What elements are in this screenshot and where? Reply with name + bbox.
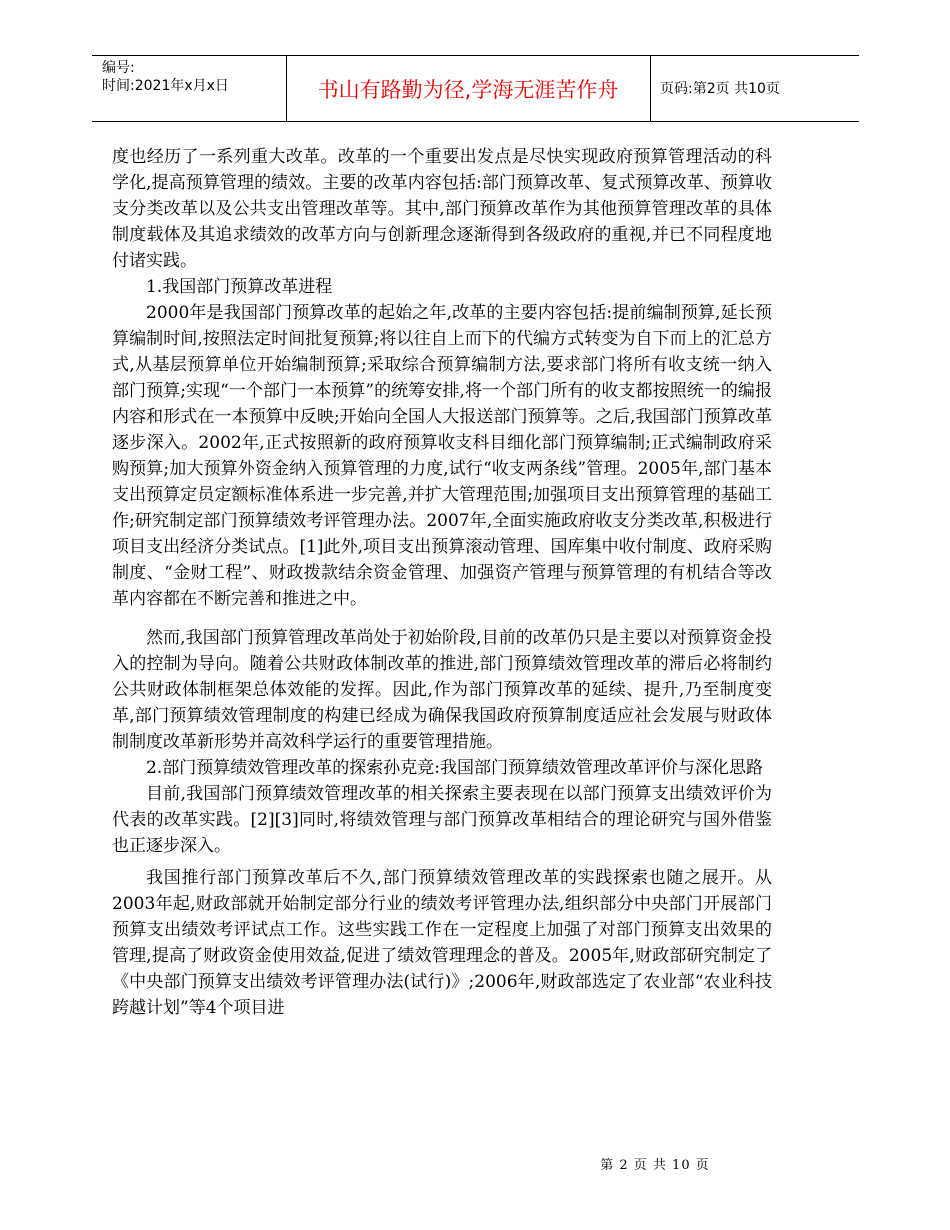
document-body [112,144,772,1021]
footer-page-number: 第 2 页 共 10 页 [600,1158,710,1173]
header-page-label: 页码:第2页 共10页 [660,81,780,97]
section-heading: 1.我国部门预算改革进程 [146,277,333,297]
header-motto: 书山有路勤为径,学海无涯苦作舟 [317,78,619,102]
header-divider-right [650,55,651,121]
paragraph: 然而,我国部门预算管理改革尚处于初始阶段,目前的改革仍只是主要以对预算资金投入的控制为导向。随着公共财政体制改革的推进,部门预算绩效管理改革的滞后必将制约公共财政体制框架总体效能的发挥。因此,作为部门预算改革的延续、提升,乃至制度变革,部门预算绩效管理制度的构建已经成为确保我国政府预算制度适应社会发展与财政体制制度改革新形势并高效科学运行的重要管理措施。 [112,628,772,752]
header-top-rule [92,55,859,56]
document-code-label: 编号: [102,60,135,76]
paragraph: 2000年是我国部门预算改革的起始之年,改革的主要内容包括:提前编制预算,延长预算编制时间,按照法定时间批复预算;将以往自上而下的代编方式转变为自下而上的汇总方式,从基层预算单位开始编制预算;采取综合预算编制方法,要求部门将所有收支统一纳入部门预算;实现“一个部门一本预算”的统筹安排,将一个部门所有的收支都按照统一的编报内容和形式在一本预算中反映;开始向全国人大报送部门预算等。之后,我国部门预算改革逐步深入。2002年,正式按照新的政府预算收支科目细化部门预算编制;正式编制政府采购预算;加大预算外资金纳入预算管理的力度,试行“收支两条线”管理。2005年,部门基本支出预算定员定额标准体系进一步完善,并扩大管理范围;加强项目支出预算管理的基础工作;研究制定部门预算绩效考评管理办法。2007年,全面实施政府收支分类改革,积极进行项目支出经济分类试点。[1]此外,项目支出预算滚动管理、国库集中收付制度、政府采购制度、“金财工程”、财政拨款结余资金管理、加强资产管理与预算管理的有机结合等改革内容都在不断完善和推进之中。 [112,303,772,609]
header-bottom-rule [92,121,859,122]
section-heading: 2.部门预算绩效管理改革的探索孙克竞:我国部门预算绩效管理改革评价与深化思路 [146,758,763,778]
paragraph: 目前,我国部门预算绩效管理改革的相关探索主要表现在以部门预算支出绩效评价为代表的改革实践。[2][3]同时,将绩效管理与部门预算改革相结合的理论研究与国外借鉴也正逐步深入。 [112,784,772,856]
page-footer [0,1158,950,1174]
paragraph: 我国推行部门预算改革后不久,部门预算绩效管理改革的实践探索也随之展开。从2003年起,财政部就开始制定部分行业的绩效考评管理办法,组织部分中央部门开展部门预算支出绩效考评试点工作。这些实践工作在一定程度上加强了对部门预算支出效果的管理,提高了财政资金使用效益,促进了绩效管理理念的普及。2005年,财政部研究制定了《中央部门预算支出绩效考评管理办法(试行)》;2006年,财政部选定了农业部“农业科技跨越计划”等4个项目进 [112,868,772,1018]
paragraph: 度也经历了一系列重大改革。改革的一个重要出发点是尽快实现政府预算管理活动的科学化,提高预算管理的绩效。主要的改革内容包括:部门预算改革、复式预算改革、预算收支分类改革以及公共支出管理改革等。其中,部门预算改革作为其他预算管理改革的具体制度载体及其追求绩效的改革方向与创新理念逐渐得到各级政府的重视,并已不同程度地付诸实践。 [112,147,772,271]
document-time-label: 时间:2021年x月x日 [102,78,229,94]
